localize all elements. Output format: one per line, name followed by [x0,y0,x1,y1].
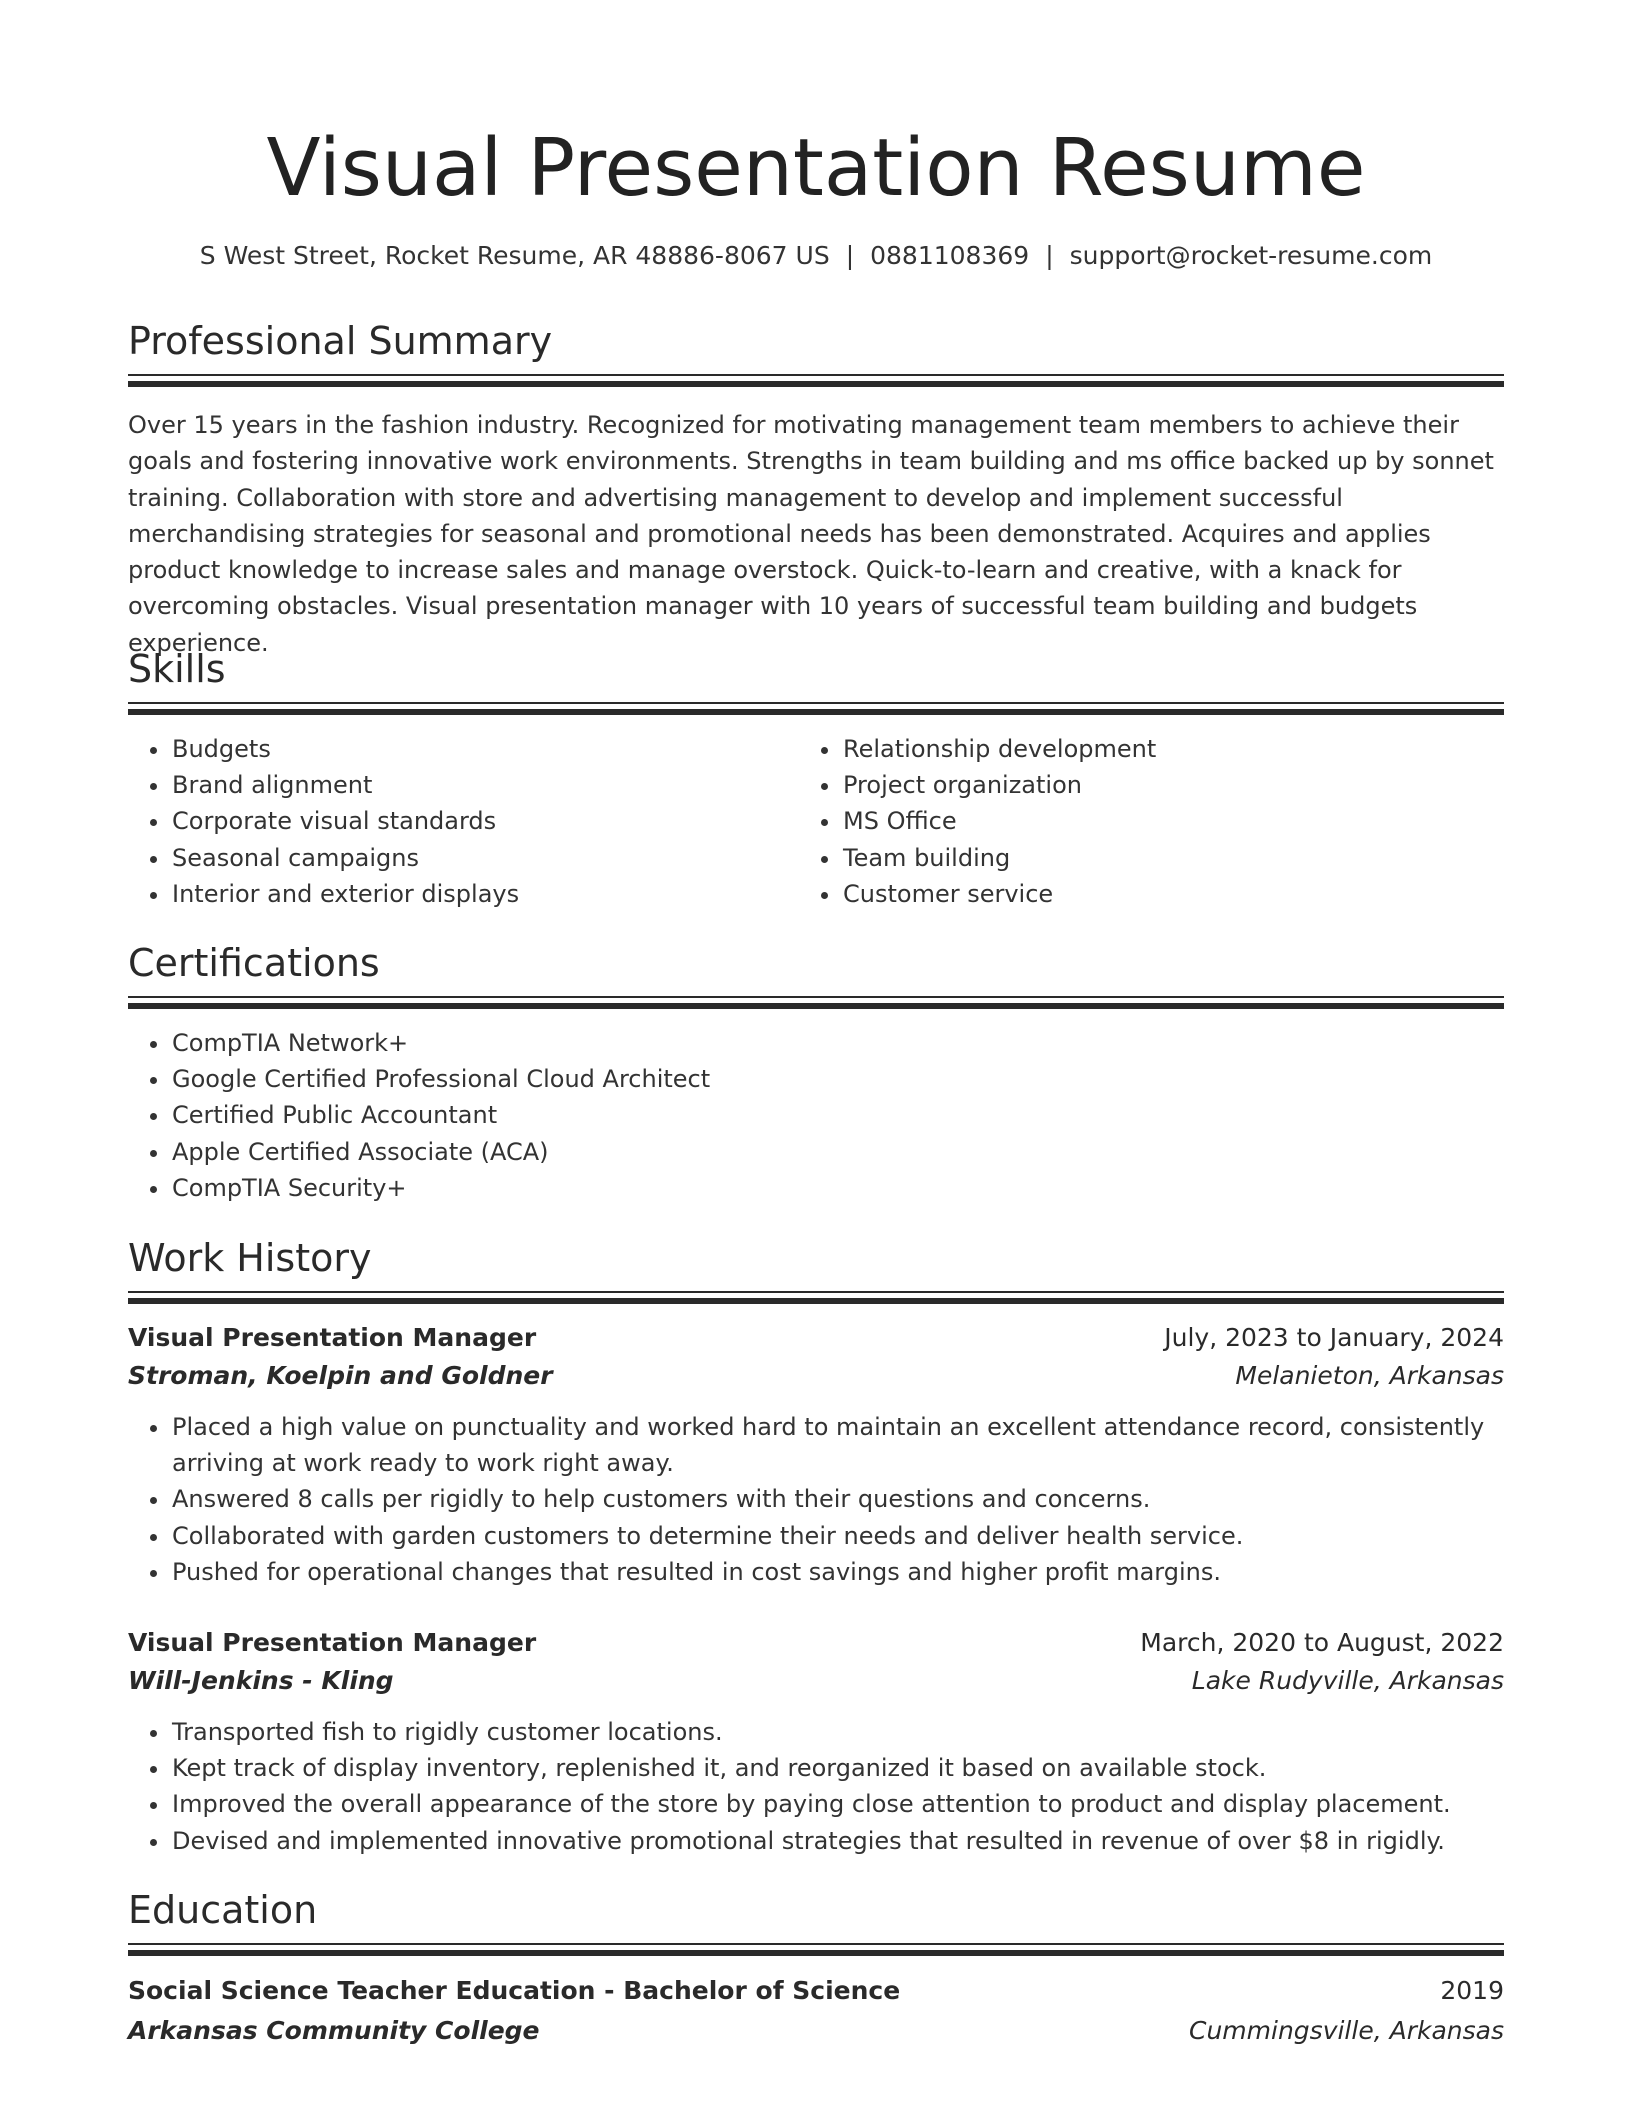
skill-item: • Team building [842,840,1492,876]
job-bullet: • Kept track of display inventory, replenished it, and reorganized it based on available stock. [171,1750,1547,1786]
job-dates: March, 2020 to August, 2022 [1140,1627,1504,1657]
job-dates: July, 2023 to January, 2024 [1164,1322,1504,1352]
skill-item: • Project organization [842,767,1492,803]
certifications-heading: Certifications [128,941,380,985]
education-subheader [128,2011,1504,2049]
contact-phone: 0881108369 [870,241,1030,270]
skill-item: • MS Office [842,803,1492,839]
job-header [128,1318,1504,1356]
skill-item: • Brand alignment [171,767,791,803]
certification-item: • Apple Certified Associate (ACA) [171,1134,1471,1170]
contact-address: S West Street, Rocket Resume, AR 48886-8067 US [199,241,830,270]
job-bullet: • Collaborated with garden customers to determine their needs and deliver health service. [171,1518,1504,1554]
job-title: Visual Presentation Manager [128,1322,537,1352]
section-divider [128,996,1504,1009]
skill-item: • Budgets [171,731,791,767]
job-bullet: • Improved the overall appearance of the store by paying close attention to product and display placement. [171,1786,1547,1822]
education-degree: Social Science Teacher Education - Bachelor of Science [128,1975,901,2005]
education-location: Cummingsville, Arkansas [1189,2015,1504,2045]
job-bullet: • Devised and implemented innovative promotional strategies that resulted in revenue of over $8 in rigidly. [171,1823,1547,1859]
job-bullet: • Answered 8 calls per rigidly to help customers with their questions and concerns. [171,1481,1504,1517]
job-company: Will-Jenkins - Kling [128,1665,394,1695]
section-divider [128,702,1504,715]
section-divider [128,1943,1504,1956]
summary-text: Over 15 years in the fashion industry. Recognized for motivating management team members to achieve their goals and fostering innovative work environments. Strengths in team building and ms office backed up by sonnet training. Collaboration with store and advertising management to develop and implement successful merchandising strategies for seasonal and promotional needs has been demonstrated. Acquires and applies product knowledge to increase sales and manage overstock. Quick-to-learn and creative, with a knack for overcoming obstacles. Visual presentation manager with 10 years of successful team building and budgets experience. [128,411,1494,657]
job-bullets [128,1714,1547,1859]
skill-item: • Seasonal campaigns [171,840,791,876]
contact-separator: | [845,241,855,270]
skills-list-right [799,731,1492,912]
job-subheader [128,1356,1504,1394]
summary-heading: Professional Summary [128,319,553,363]
contact-line [0,238,1632,274]
job-subheader [128,1661,1504,1699]
job-header [128,1623,1504,1661]
certification-item: • Certified Public Accountant [171,1097,1471,1133]
skills-heading: Skills [128,647,226,691]
skills-list-left [128,731,791,912]
job-bullet: • Transported fish to rigidly customer locations. [171,1714,1547,1750]
education-school: Arkansas Community College [128,2015,540,2045]
section-divider [128,374,1504,387]
job-company: Stroman, Koelpin and Goldner [128,1360,553,1390]
education-year: 2019 [1440,1975,1504,2005]
work-history-heading: Work History [128,1236,372,1280]
contact-email[interactable]: support@rocket-resume.com [1069,241,1433,270]
contact-separator: | [1045,241,1054,270]
section-divider [128,1291,1504,1304]
skill-item: • Customer service [842,876,1492,912]
education-header [128,1971,1504,2009]
certification-item: • CompTIA Security+ [171,1170,1471,1206]
skill-item: • Relationship development [842,731,1492,767]
job-location: Lake Rudyville, Arkansas [1191,1665,1504,1695]
skill-item: • Interior and exterior displays [171,876,791,912]
job-bullet: • Placed a high value on punctuality and worked hard to maintain an excellent attendance record, consistently arriving at work ready to work right away. [171,1409,1504,1481]
job-title: Visual Presentation Manager [128,1627,537,1657]
skill-item: • Corporate visual standards [171,803,791,839]
certification-item: • Google Certified Professional Cloud Architect [171,1061,1471,1097]
job-bullet: • Pushed for operational changes that resulted in cost savings and higher profit margins. [171,1554,1504,1590]
job-bullets [128,1409,1504,1590]
job-location: Melanieton, Arkansas [1235,1360,1504,1390]
education-heading: Education [128,1888,318,1932]
certification-item: • CompTIA Network+ [171,1025,1471,1061]
certifications-list [128,1025,1471,1206]
resume-title: Visual Presentation Resume [266,122,1366,214]
